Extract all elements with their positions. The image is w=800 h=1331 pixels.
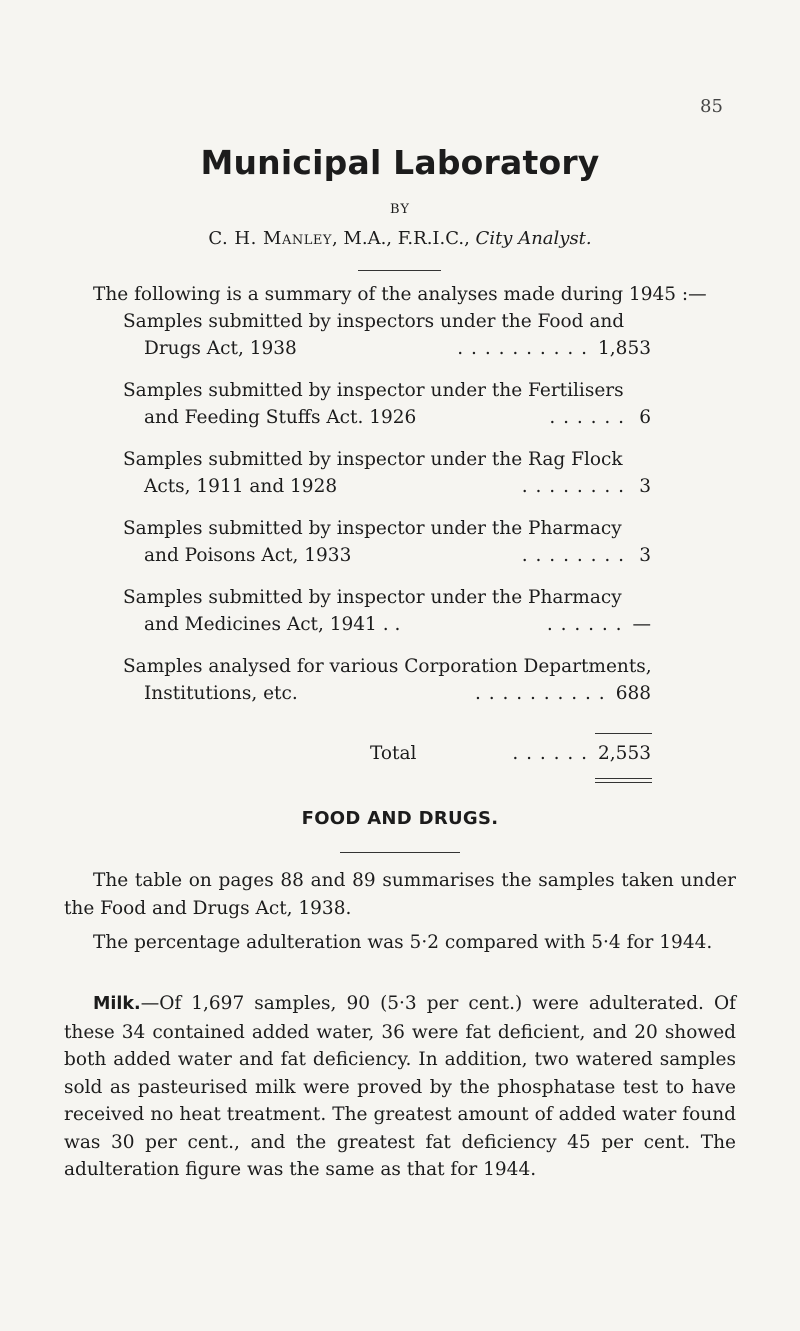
title-divider bbox=[358, 270, 441, 271]
byline: BY bbox=[390, 202, 410, 217]
row-value: 688 bbox=[615, 683, 651, 704]
row-label-line2: and Medicines Act, 1941 . . bbox=[144, 614, 401, 635]
milk-body: —Of 1,697 samples, 90 (5·3 per cent.) were adulterated. Of these 34 contained added water, 36 were fat deficient, and 20 showed both added water and fat deficiency. In addition, two watered samples sold as pasteurised milk were proved by the phosphatase test to have received no heat treatment. The greatest amount of added water found was 30 per cent., and the greatest fat deficiency 45 per cent. The adulteration figure was the same as that for 1944. bbox=[64, 993, 736, 1180]
author-role: City Analyst. bbox=[475, 228, 592, 249]
total-value: 2,553 bbox=[598, 743, 651, 764]
paragraph-percentage: The percentage adulteration was 5·2 compared with 5·4 for 1944. bbox=[93, 932, 713, 953]
row-label-line1: Samples analysed for various Corporation Departments, bbox=[123, 656, 652, 677]
total-label: Total bbox=[370, 743, 417, 764]
summary-row-pharmacy-poisons bbox=[123, 515, 651, 569]
summary-row-rag-flock bbox=[123, 446, 651, 500]
dot-leader: . . . . . . . . bbox=[521, 476, 625, 497]
page-title: Municipal Laboratory bbox=[200, 143, 600, 182]
summary-intro: The following is a summary of the analyses made during 1945 :— bbox=[93, 284, 707, 305]
summary-total bbox=[370, 743, 651, 764]
total-double-rule-b bbox=[595, 782, 652, 783]
row-label-line2: and Feeding Stuffs Act. 1926 bbox=[144, 407, 417, 428]
row-label-line2: Acts, 1911 and 1928 bbox=[144, 476, 338, 497]
row-label-line2: Drugs Act, 1938 bbox=[144, 338, 297, 359]
paragraph-milk bbox=[64, 990, 736, 1184]
author-line bbox=[0, 228, 800, 249]
row-label-line1: Samples submitted by inspector under the Pharmacy bbox=[123, 518, 622, 539]
row-label-line1: Samples submitted by inspector under the Pharmacy bbox=[123, 587, 622, 608]
dot-leader: . . . . . . bbox=[549, 407, 625, 428]
row-value: 1,853 bbox=[598, 338, 651, 359]
author-credentials: , M.A., F.R.I.C., bbox=[331, 228, 476, 249]
row-label-line1: Samples submitted by inspector under the Rag Flock bbox=[123, 449, 623, 470]
summary-row-corporation bbox=[123, 653, 651, 707]
dot-leader: . . . . . . . . . . bbox=[474, 683, 606, 704]
summary-row-pharmacy-medicines bbox=[123, 584, 651, 638]
dot-leader: . . . . . . . . bbox=[521, 545, 625, 566]
page-number: 85 bbox=[700, 96, 723, 117]
section-heading: FOOD AND DRUGS. bbox=[301, 808, 499, 829]
total-double-rule-a bbox=[595, 778, 652, 779]
row-label-line1: Samples submitted by inspector under the Fertilisers bbox=[123, 380, 624, 401]
row-label-line2: and Poisons Act, 1933 bbox=[144, 545, 352, 566]
milk-heading: Milk. bbox=[93, 994, 141, 1014]
total-rule-top bbox=[595, 733, 652, 734]
row-value: 6 bbox=[639, 407, 651, 428]
dot-leader: . . . . . . bbox=[546, 614, 623, 635]
section-divider bbox=[340, 852, 460, 853]
row-value: 3 bbox=[639, 545, 651, 566]
dot-leader: . . . . . . . . . . bbox=[457, 338, 589, 359]
summary-row-food-drugs bbox=[123, 308, 651, 362]
author-name: C. H. Manley bbox=[208, 228, 332, 249]
summary-row-fertilisers bbox=[123, 377, 651, 431]
dot-leader: . . . . . . bbox=[512, 743, 589, 764]
row-value: — bbox=[632, 614, 651, 635]
paragraph-table-summary: The table on pages 88 and 89 summarises the samples taken under the Food and Drugs Act, 1938. bbox=[64, 870, 736, 919]
row-label-line2: Institutions, etc. bbox=[144, 683, 298, 704]
row-value: 3 bbox=[639, 476, 651, 497]
row-label-line1: Samples submitted by inspectors under the Food and bbox=[123, 311, 625, 332]
